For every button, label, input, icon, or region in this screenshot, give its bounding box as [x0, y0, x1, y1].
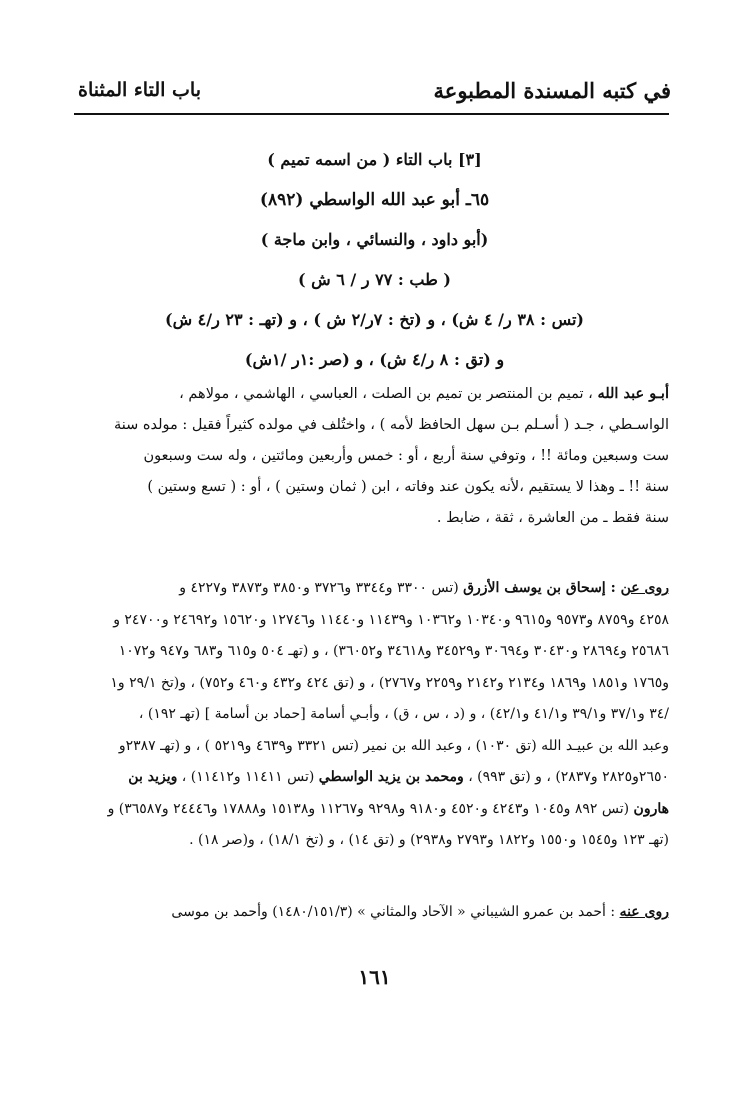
entry-ref-line-2: (تس : ٣٨ ر/ ٤ ش) ، و (تخ : ٧ر/٢ ش ) ، و (تهـ : ٢٣ ر/٤ ش) [165, 310, 584, 329]
narrated-by-paragraph [80, 897, 669, 928]
narrated-line: ٢٦٥٠و٢٨٢٥ و٢٨٣٧) ، و (تق ٩٩٣) ، ومحمد بن يزيد الواسطي (تس ١١٤١١ و١١٤١٢) ، ويزيد بن [128, 769, 669, 785]
page-number: ١٦١ [358, 965, 391, 989]
entry-title: ٦٥ـ أبو عبد الله الواسطي (٨٩٢) [259, 190, 490, 210]
entry-sources: (أبو داود ، والنسائي ، وابن ماجة ) [260, 230, 489, 249]
narrated-from-paragraph [80, 573, 669, 857]
bio-line: ست وسبعين ومائة !! ، وتوفي سنة أربع ، أو : خمس وأربعين ومائتين ، وله ست وسبعون [143, 448, 669, 464]
narrated-line: وعبد الله بن عبيـد الله (تق ١٠٣٠) ، وعبد الله بن نمير (تس ٣٣٢١ و٤٦٣٩ و٥٢١٩ ) ، و (تهـ ٢٣٨٧و [118, 737, 669, 754]
entry-ref-line-3: و (تق : ٨ ر/٤ ش) ، و (صر :١ر /١ش) [244, 350, 505, 369]
narrated-from-label: روى عن [620, 580, 669, 596]
bio-line: أبـو عبد الله ، تميم بن المنتصر بن تميم بن الصلت ، العباسي ، الهاشمي ، مولاهم ، [179, 385, 669, 402]
narrated-line: روى عن : إسحاق بن يوسف الأزرق (تس ٣٣٠٠ و٣٣٤٤ و٣٧٢٦ و٣٨٥٠ و٣٨٧٣ و٤٢٢٧ و [179, 580, 669, 596]
chapter-heading: [٣] باب التاء ( من اسمه تميم ) [267, 150, 482, 169]
header-rule [74, 113, 669, 115]
entry-heading-block [120, 140, 629, 380]
narrated-by-label: روى عنه [619, 904, 669, 920]
running-header [78, 72, 671, 108]
bio-line: الواسـطي ، جـد ( أسـلم بـن سهل الحافظ لأمه ) ، واختُلف في مولده كثيراً فقيل : مولده سنة [113, 417, 669, 433]
narrated-line: هارون (تس ٨٩٢ و١٠٤٥ و٤٢٤٣ و٤٥٢٠ و٩١٨٠ و٩٢٩٨ و١١٢٦٧ و١٥١٣٨ و١٧٨٨٨ و٢٤٤٤٦ و٣٦٥٨٧) و [107, 800, 669, 817]
narrated-line: (تهـ ١٢٣ و١٥٤٥ و١٥٥٠ و١٨٢٢ و٢٧٩٣ و٢٩٣٨) و (تق ١٤) ، و (تخ ١٨/١) ، و(صر ١٨) . [189, 832, 669, 848]
header-book-title: في كتبه المسندة المطبوعة [433, 77, 671, 103]
narrated-line: ٤٢٥٨ و٨٧٥٩ و٩٥٧٣ و٩٦١٥ و١٠٣٤٠ و١٠٣٦٢ و١١٤٣٩ و١١٤٤٠ و١٢٧٤٦ و١٥٦٢٠ و٢٤٦٩٢ و٢٤٧٠٠ و [113, 611, 669, 628]
narrated-by-line: روى عنه : أحمد بن عمرو الشيباني « الآحاد والمثاني » (١٤٨٠/١٥١/٣) وأحمد بن موسى [171, 904, 669, 920]
biography-paragraph [80, 378, 669, 534]
header-chapter-title: باب التاء المثناة [78, 79, 201, 101]
entry-ref-line-1: ( طب : ٧٧ ر / ٦ ش ) [298, 270, 451, 289]
bio-line: سنة فقط ـ من العاشرة ، ثقة ، ضابط . [436, 510, 669, 526]
narrated-line: /٣٤ و٣٧/١ و٣٩/١ و٤١/١ و٤٢/١) ، و (د ، س ، ق) ، وأبـي أسامة [حماد بن أسامة ] (تهـ ١٩٢) ، [138, 706, 669, 722]
bio-name: أبـو عبد الله [597, 385, 669, 402]
narrated-line: ٢٥٦٨٦ و٢٨٦٩٤ و٣٠٤٣٠ و٣٠٦٩٤ و٣٤٥٢٩ و٣٤٦١٨ و٣٦٠٥٢) ، و (تهـ ٥٠٤ و٦١٥ و٦٨٣ و٩٤٧ و١٠٧٢ [118, 643, 669, 659]
narrated-line: و١٧٦٥ و١٨٥١ و١٨٦٩ و٢١٣٤ و٢١٤٢ و٢٢٥٩ و٢٧٦٧) ، و (تق ٤٢٤ و٤٣٢ و٤٦٠ و٧٥٢) ، و(تخ ٢٩/١ و١ [110, 674, 669, 691]
bio-line: سنة !! ـ وهذا لا يستقيم ،لأنه يكون عند وفاته ، ابن ( ثمان وستين ) ، أو : ( تسع وستين ) [147, 479, 669, 495]
